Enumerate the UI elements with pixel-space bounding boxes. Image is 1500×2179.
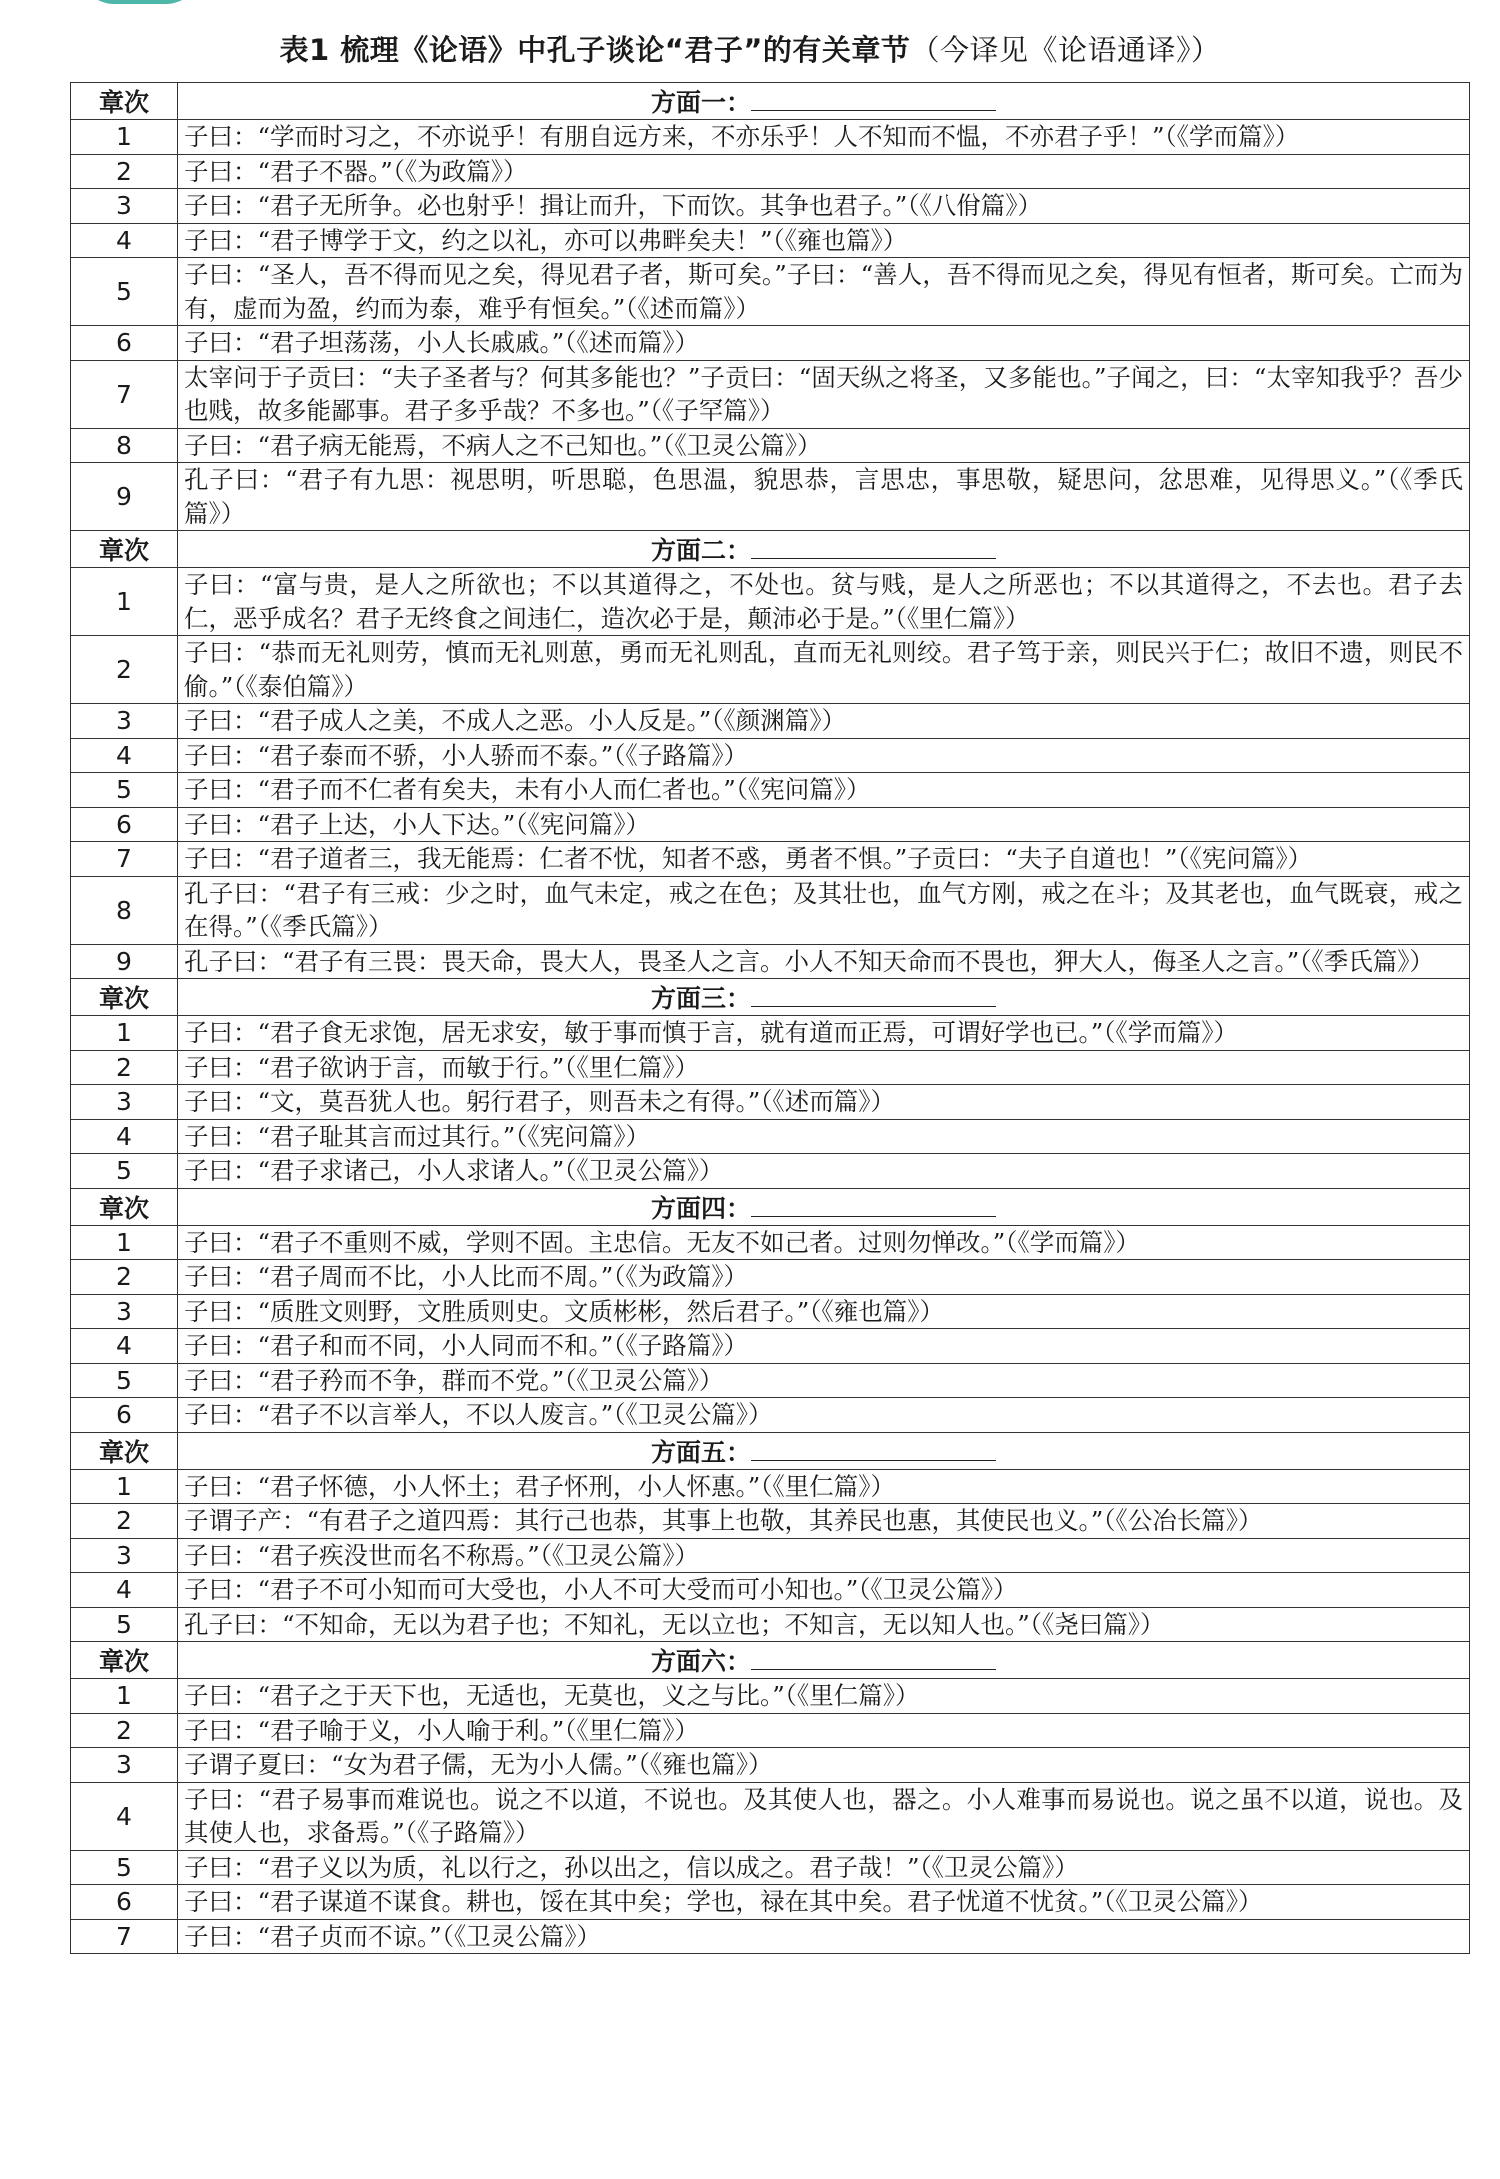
column-header-chapter: 章次 <box>71 1642 178 1679</box>
section-header-aspect <box>178 83 1470 120</box>
section-header-aspect <box>178 1432 1470 1469</box>
chapter-quote: 子曰：“君子成人之美，不成人之恶。小人反是。”（《颜渊篇》） <box>178 704 1470 739</box>
section-header-row <box>71 83 1470 120</box>
chapter-quote: 子曰：“君子不以言举人，不以人废言。”（《卫灵公篇》） <box>178 1398 1470 1433</box>
table-row <box>71 1748 1470 1783</box>
chapter-quote: 子曰：“君子不可小知而可大受也，小人不可大受而可小知也。”（《卫灵公篇》） <box>178 1573 1470 1608</box>
chapter-quote: 子曰：“君子贞而不谅。”（《卫灵公篇》） <box>178 1919 1470 1954</box>
chapter-number: 8 <box>71 876 178 944</box>
table-row <box>71 1469 1470 1504</box>
table-row <box>71 704 1470 739</box>
chapter-number: 4 <box>71 1119 178 1154</box>
chapter-quote: 子曰：“君子不器。”（《为政篇》） <box>178 154 1470 189</box>
chapter-quote: 子曰：“恭而无礼则劳，慎而无礼则葸，勇而无礼则乱，直而无礼则绞。君子笃于亲，则民兴于仁；故旧不遗，则民不偷。”（《泰伯篇》） <box>178 636 1470 704</box>
chapter-number: 5 <box>71 1154 178 1189</box>
table-row <box>71 1154 1470 1189</box>
aspect-label: 方面六： <box>650 1647 751 1676</box>
section-header-aspect <box>178 531 1470 568</box>
table-row <box>71 1260 1470 1295</box>
chapter-number: 2 <box>71 1260 178 1295</box>
chapter-number: 4 <box>71 1329 178 1364</box>
chapter-quote: 子曰：“君子而不仁者有矣夫，未有小人而仁者也。”（《宪问篇》） <box>178 773 1470 808</box>
section-header-aspect <box>178 979 1470 1016</box>
chapter-number: 1 <box>71 1679 178 1714</box>
chapter-number: 5 <box>71 258 178 326</box>
table-row <box>71 154 1470 189</box>
chapter-number: 3 <box>71 189 178 224</box>
chapter-quote: 子曰：“君子谋道不谋食。耕也，馁在其中矣；学也，禄在其中矣。君子忧道不忧贫。”（《卫灵公篇》） <box>178 1885 1470 1920</box>
chapter-quote: 子曰：“君子不重则不威，学则不固。主忠信。无友不如己者。过则勿惮改。”（《学而篇》） <box>178 1225 1470 1260</box>
table-row <box>71 1119 1470 1154</box>
chapter-number: 5 <box>71 1607 178 1642</box>
chapter-number: 9 <box>71 463 178 531</box>
aspect-label: 方面四： <box>650 1193 751 1223</box>
chapter-number: 6 <box>71 1885 178 1920</box>
aspect-fill-blank[interactable] <box>751 90 996 111</box>
chapter-quote: 孔子曰：“君子有三畏：畏天命，畏大人，畏圣人之言。小人不知天命而不畏也，狎大人，侮圣人之言。”（《季氏篇》） <box>178 944 1470 979</box>
chapter-quote: 子曰：“君子和而不同，小人同而不和。”（《子路篇》） <box>178 1329 1470 1364</box>
table-row <box>71 1885 1470 1920</box>
chapter-number: 6 <box>71 326 178 361</box>
table-row <box>71 738 1470 773</box>
chapter-quote: 子曰：“君子泰而不骄，小人骄而不泰。”（《子路篇》） <box>178 738 1470 773</box>
chapter-number: 2 <box>71 636 178 704</box>
chapter-number: 6 <box>71 1398 178 1433</box>
chapter-quote: 子曰：“君子欲讷于言，而敏于行。”（《里仁篇》） <box>178 1050 1470 1085</box>
chapter-quote: 子曰：“学而时习之，不亦说乎！有朋自远方来，不亦乐乎！人不知而不愠，不亦君子乎！”（《学而篇》） <box>178 120 1470 155</box>
chapter-quote: 子曰：“君子食无求饱，居无求安，敏于事而慎于言，就有道而正焉，可谓好学也已。”（《学而篇》） <box>178 1016 1470 1051</box>
chapter-quote: 子曰：“质胜文则野，文胜质则史。文质彬彬，然后君子。”（《雍也篇》） <box>178 1294 1470 1329</box>
table-row <box>71 1050 1470 1085</box>
table-row <box>71 326 1470 361</box>
chapter-number: 7 <box>71 1919 178 1954</box>
column-header-chapter: 章次 <box>71 83 178 120</box>
section-header-aspect <box>178 1188 1470 1225</box>
chapter-quote: 子谓子夏曰：“女为君子儒，无为小人儒。”（《雍也篇》） <box>178 1748 1470 1783</box>
chapter-quote: 子曰：“君子之于天下也，无适也，无莫也，义之与比。”（《里仁篇》） <box>178 1679 1470 1714</box>
table-row <box>71 1225 1470 1260</box>
chapter-number: 7 <box>71 360 178 428</box>
chapter-number: 2 <box>71 1050 178 1085</box>
table-row <box>71 1713 1470 1748</box>
section-header-row <box>71 979 1470 1016</box>
corner-decoration <box>80 0 200 4</box>
chapter-number: 5 <box>71 1850 178 1885</box>
section-header-row <box>71 1432 1470 1469</box>
chapter-quote: 子曰：“君子求诸己，小人求诸人。”（《卫灵公篇》） <box>178 1154 1470 1189</box>
section-header-row <box>71 1188 1470 1225</box>
aspect-label: 方面三： <box>650 984 751 1013</box>
chapter-number: 6 <box>71 807 178 842</box>
chapter-number: 1 <box>71 568 178 636</box>
section-header-aspect <box>178 1642 1470 1679</box>
chapter-number: 1 <box>71 1016 178 1051</box>
table-title <box>0 28 1500 69</box>
chapter-number: 2 <box>71 154 178 189</box>
chapter-number: 2 <box>71 1713 178 1748</box>
chapter-number: 2 <box>71 1504 178 1539</box>
chapter-number: 4 <box>71 738 178 773</box>
chapter-quote: 子曰：“富与贵，是人之所欲也；不以其道得之，不处也。贫与贱，是人之所恶也；不以其道得之，不去也。君子去仁，恶乎成名？君子无终食之间违仁，造次必于是，颠沛必于是。”（《里仁篇》） <box>178 568 1470 636</box>
table-title-sub: （今译见《论语通译》） <box>910 33 1221 67</box>
table-row <box>71 1329 1470 1364</box>
chapter-number: 1 <box>71 120 178 155</box>
column-header-chapter: 章次 <box>71 531 178 568</box>
chapter-quote: 孔子曰：“不知命，无以为君子也；不知礼，无以立也；不知言，无以知人也。”（《尧曰篇》） <box>178 1607 1470 1642</box>
chapter-number: 3 <box>71 704 178 739</box>
table-row <box>71 1398 1470 1433</box>
section-header-row <box>71 1642 1470 1679</box>
chapter-number: 1 <box>71 1225 178 1260</box>
table-row <box>71 258 1470 326</box>
chapter-number: 4 <box>71 223 178 258</box>
table-row <box>71 1782 1470 1850</box>
aspect-fill-blank[interactable] <box>751 538 996 559</box>
table-row <box>71 876 1470 944</box>
chapter-quote: 孔子曰：“君子有三戒：少之时，血气未定，戒之在色；及其壮也，血气方刚，戒之在斗；及其老也，血气既衰，戒之在得。”（《季氏篇》） <box>178 876 1470 944</box>
chapters-table <box>70 82 1470 1954</box>
chapter-quote: 子曰：“君子矜而不争，群而不党。”（《卫灵公篇》） <box>178 1363 1470 1398</box>
table-row <box>71 1679 1470 1714</box>
chapter-quote: 子曰：“君子耻其言而过其行。”（《宪问篇》） <box>178 1119 1470 1154</box>
table-row <box>71 807 1470 842</box>
table-row <box>71 189 1470 224</box>
column-header-chapter: 章次 <box>71 1432 178 1469</box>
table-row <box>71 1850 1470 1885</box>
table-row <box>71 1363 1470 1398</box>
chapter-quote: 子曰：“君子喻于义，小人喻于利。”（《里仁篇》） <box>178 1713 1470 1748</box>
chapter-number: 4 <box>71 1573 178 1608</box>
chapter-number: 4 <box>71 1782 178 1850</box>
table-row <box>71 1294 1470 1329</box>
table-row <box>71 944 1470 979</box>
chapter-number: 5 <box>71 773 178 808</box>
chapter-number: 8 <box>71 428 178 463</box>
chapter-number: 5 <box>71 1363 178 1398</box>
chapter-quote: 子曰：“文，莫吾犹人也。躬行君子，则吾未之有得。”（《述而篇》） <box>178 1085 1470 1120</box>
aspect-fill-blank[interactable] <box>751 1196 996 1217</box>
chapter-quote: 子曰：“君子无所争。必也射乎！揖让而升，下而饮。其争也君子。”（《八佾篇》） <box>178 189 1470 224</box>
table-row <box>71 1016 1470 1051</box>
chapter-quote: 子曰：“君子怀德，小人怀土；君子怀刑，小人怀惠。”（《里仁篇》） <box>178 1469 1470 1504</box>
chapter-number: 1 <box>71 1469 178 1504</box>
chapter-quote: 子曰：“君子周而不比，小人比而不周。”（《为政篇》） <box>178 1260 1470 1295</box>
chapter-number: 3 <box>71 1294 178 1329</box>
chapter-number: 3 <box>71 1538 178 1573</box>
table-row <box>71 1504 1470 1539</box>
table-row <box>71 842 1470 877</box>
column-header-chapter: 章次 <box>71 979 178 1016</box>
chapter-number: 7 <box>71 842 178 877</box>
table-row <box>71 223 1470 258</box>
table-row <box>71 568 1470 636</box>
section-header-row <box>71 531 1470 568</box>
aspect-fill-blank[interactable] <box>751 986 996 1007</box>
chapter-quote: 子曰：“君子坦荡荡，小人长戚戚。”（《述而篇》） <box>178 326 1470 361</box>
table-row <box>71 773 1470 808</box>
column-header-chapter: 章次 <box>71 1188 178 1225</box>
chapter-quote: 子曰：“君子博学于文，约之以礼，亦可以弗畔矣夫！”（《雍也篇》） <box>178 223 1470 258</box>
table-row <box>71 1573 1470 1608</box>
aspect-label: 方面一： <box>650 88 751 117</box>
aspect-label: 方面五： <box>650 1437 751 1467</box>
table-row <box>71 1085 1470 1120</box>
table-row <box>71 1607 1470 1642</box>
table-row <box>71 120 1470 155</box>
table-row <box>71 1538 1470 1573</box>
chapter-quote: 子曰：“君子道者三，我无能焉：仁者不忧，知者不惑，勇者不惧。”子贡曰：“夫子自道也！”（《宪问篇》） <box>178 842 1470 877</box>
table-row <box>71 360 1470 428</box>
chapter-number: 3 <box>71 1748 178 1783</box>
chapter-quote: 孔子曰：“君子有九思：视思明，听思聪，色思温，貌思恭，言思忠，事思敬，疑思问，忿思难，见得思义。”（《季氏篇》） <box>178 463 1470 531</box>
chapter-number: 3 <box>71 1085 178 1120</box>
table-row <box>71 1919 1470 1954</box>
chapter-quote: 子曰：“君子疾没世而名不称焉。”（《卫灵公篇》） <box>178 1538 1470 1573</box>
aspect-fill-blank[interactable] <box>751 1649 996 1670</box>
chapter-number: 9 <box>71 944 178 979</box>
table-row <box>71 636 1470 704</box>
aspect-fill-blank[interactable] <box>751 1440 996 1461</box>
chapter-quote: 子曰：“圣人，吾不得而见之矣，得见君子者，斯可矣。”子曰：“善人，吾不得而见之矣，得见有恒者，斯可矣。亡而为有，虚而为盈，约而为泰，难乎有恒矣。”（《述而篇》） <box>178 258 1470 326</box>
chapter-quote: 子曰：“君子上达，小人下达。”（《宪问篇》） <box>178 807 1470 842</box>
chapter-quote: 子曰：“君子义以为质，礼以行之，孙以出之，信以成之。君子哉！”（《卫灵公篇》） <box>178 1850 1470 1885</box>
table-title-main: 表1 梳理《论语》中孔子谈论“君子”的有关章节 <box>279 33 911 67</box>
chapter-quote: 子曰：“君子病无能焉，不病人之不己知也。”（《卫灵公篇》） <box>178 428 1470 463</box>
chapters-table-body <box>71 83 1470 1954</box>
table-row <box>71 463 1470 531</box>
aspect-label: 方面二： <box>650 536 751 565</box>
chapter-quote: 子谓子产：“有君子之道四焉：其行己也恭，其事上也敬，其养民也惠，其使民也义。”（《公冶长篇》） <box>178 1504 1470 1539</box>
table-row <box>71 428 1470 463</box>
chapter-quote: 太宰问于子贡曰：“夫子圣者与？何其多能也？”子贡曰：“固天纵之将圣，又多能也。”子闻之，曰：“太宰知我乎？吾少也贱，故多能鄙事。君子多乎哉？不多也。”（《子罕篇》） <box>178 360 1470 428</box>
chapter-quote: 子曰：“君子易事而难说也。说之不以道，不说也。及其使人也，器之。小人难事而易说也。说之虽不以道，说也。及其使人也，求备焉。”（《子路篇》） <box>178 1782 1470 1850</box>
